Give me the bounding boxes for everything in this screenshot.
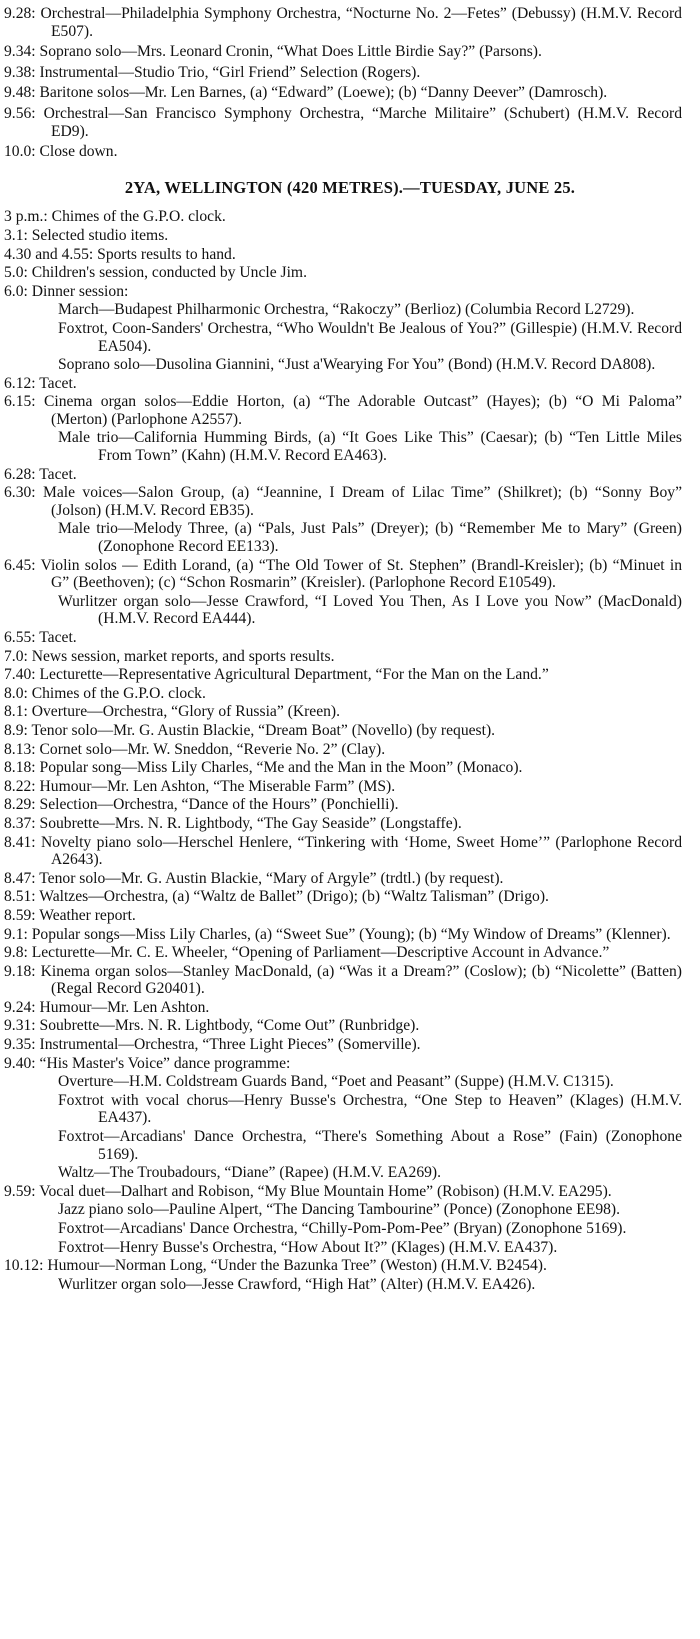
programme-item bbox=[4, 703, 682, 721]
item-time: 8.0: bbox=[4, 684, 28, 702]
item-time: 9.1: bbox=[4, 925, 28, 943]
item-text: Vocal duet—Dalhart and Robison, “My Blue Mountain Home” (Robison) (H.M.V. EA295). bbox=[39, 1182, 612, 1200]
item-text: Tenor solo—Mr. G. Austin Blackie, “Mary of Argyle” (trdtl.) (by request). bbox=[39, 869, 504, 887]
programme-item bbox=[4, 484, 682, 519]
item-text: Instrumental—Studio Trio, “Girl Friend” Selection (Rogers). bbox=[39, 63, 421, 81]
item-text: Foxtrot with vocal chorus—Henry Busse's Orchestra, “One Step to Heaven” (Klages) (H.M.V. EA437). bbox=[58, 1091, 682, 1127]
item-time: 8.29: bbox=[4, 796, 36, 814]
item-text: Baritone solos—Mr. Len Barnes, (a) “Edward” (Loewe); (b) “Danny Deever” (Damrosch). bbox=[39, 84, 608, 102]
item-time: 9.31: bbox=[4, 1017, 36, 1035]
programme-item bbox=[4, 1055, 682, 1073]
item-time: 8.13: bbox=[4, 740, 36, 758]
programme-item bbox=[4, 648, 682, 666]
programme-item bbox=[4, 375, 682, 393]
item-text: Chimes of the G.P.O. clock. bbox=[31, 684, 206, 702]
item-text: Soprano solo—Mrs. Leonard Cronin, “What Does Little Birdie Say?” (Parsons). bbox=[39, 43, 542, 61]
item-text: Orchestral—Philadelphia Symphony Orchestra, “Nocturne No. 2—Fetes” (Debussy) (H.M.V. Record E507). bbox=[40, 5, 682, 40]
programme-item bbox=[4, 834, 682, 869]
item-text: Selection—Orchestra, “Dance of the Hours” (Ponchielli). bbox=[39, 796, 399, 814]
item-text: Cornet solo—Mr. W. Sneddon, “Reverie No. 2” (Clay). bbox=[39, 740, 386, 758]
item-text: Popular songs—Miss Lily Charles, (a) “Sweet Sue” (Young); (b) “My Window of Dreams” (Klenner). bbox=[31, 925, 671, 943]
item-text: Soubrette—Mrs. N. R. Lightbody, “Come Out” (Runbridge). bbox=[39, 1017, 420, 1035]
item-time: 9.59: bbox=[4, 1182, 36, 1200]
programme-item bbox=[4, 84, 682, 102]
item-time: 9.28: bbox=[4, 5, 36, 22]
item-time: 6.28: bbox=[4, 465, 36, 483]
item-text: Overture—H.M. Coldstream Guards Band, “Poet and Peasant” (Suppe) (H.M.V. C1315). bbox=[58, 1073, 614, 1091]
item-text: Lecturette—Mr. C. E. Wheeler, “Opening of Parliament—Descriptive Account in Advance.” bbox=[31, 944, 610, 962]
item-text: Foxtrot—Arcadians' Dance Orchestra, “There's Something About a Rose” (Fain) (Zonophone 5169). bbox=[58, 1128, 682, 1163]
programme-sub-item bbox=[4, 1239, 682, 1257]
previous-station-listing bbox=[4, 5, 682, 161]
item-text: Humour—Mr. Len Ashton. bbox=[39, 998, 210, 1016]
item-text: Tenor solo—Mr. G. Austin Blackie, “Dream Boat” (Novello) (by request). bbox=[31, 721, 496, 739]
item-text: Popular song—Miss Lily Charles, “Me and the Man in the Moon” (Monaco). bbox=[39, 759, 523, 777]
programme-sub-item bbox=[4, 1201, 682, 1219]
programme-item bbox=[4, 105, 682, 140]
item-text: Instrumental—Orchestra, “Three Light Pieces” (Somerville). bbox=[39, 1036, 421, 1054]
item-text: Orchestral—San Francisco Symphony Orchestra, “Marche Militaire” (Schubert) (H.M.V. Record ED9). bbox=[43, 104, 683, 140]
item-time: 8.9: bbox=[4, 721, 28, 739]
programme-sub-item bbox=[4, 1276, 682, 1294]
programme-item bbox=[4, 64, 682, 82]
programme-item bbox=[4, 778, 682, 796]
programme-item bbox=[4, 926, 682, 944]
programme-item bbox=[4, 208, 682, 226]
item-text: Chimes of the G.P.O. clock. bbox=[51, 208, 226, 226]
item-time: 6.55: bbox=[4, 629, 36, 646]
programme-sub-item bbox=[4, 320, 682, 355]
programme-item bbox=[4, 759, 682, 777]
item-text: Dinner session: bbox=[31, 282, 129, 300]
item-text: Tacet. bbox=[39, 374, 77, 392]
programme-item bbox=[4, 557, 682, 592]
item-time: 6.12: bbox=[4, 374, 36, 392]
item-time: 8.59: bbox=[4, 906, 36, 924]
programme-sub-item bbox=[4, 356, 682, 374]
item-text: News session, market reports, and sports results. bbox=[31, 647, 335, 665]
item-text: Male trio—California Humming Birds, (a) “It Goes Like This” (Caesar); (b) “Ten Little Miles From Town” (Kahn) (H.M.V. Record EA463). bbox=[58, 429, 682, 465]
item-text: Soubrette—Mrs. N. R. Lightbody, “The Gay Seaside” (Longstaffe). bbox=[39, 814, 462, 832]
programme-item bbox=[4, 1257, 682, 1275]
item-text: Lecturette—Representative Agricultural Department, “For the Man on the Land.” bbox=[39, 666, 549, 684]
item-text: Waltz—The Troubadours, “Diane” (Rapee) (H.M.V. EA269). bbox=[58, 1164, 442, 1182]
item-time: 8.22: bbox=[4, 777, 36, 795]
item-text: Soprano solo—Dusolina Giannini, “Just a'Wearying For You” (Bond) (H.M.V. Record DA808). bbox=[58, 356, 656, 374]
item-time: 9.24: bbox=[4, 998, 36, 1016]
item-text: March—Budapest Philharmonic Orchestra, “Rakoczy” (Berlioz) (Columbia Record L2729). bbox=[58, 301, 635, 319]
item-time: 9.18: bbox=[4, 962, 36, 980]
programme-item bbox=[4, 227, 682, 245]
programme-item bbox=[4, 466, 682, 484]
station-heading: 2YA, WELLINGTON (420 METRES).—TUESDAY, JUNE 25. bbox=[124, 177, 576, 197]
programme-item bbox=[4, 888, 682, 906]
item-time: 8.1: bbox=[4, 703, 28, 721]
item-text: Foxtrot, Coon-Sanders' Orchestra, “Who Wouldn't Be Jealous of You?” (Gillespie) (H.M.V. Record EA504). bbox=[58, 319, 682, 355]
programme-item bbox=[4, 246, 682, 264]
programme-sub-item bbox=[4, 520, 682, 555]
item-time: 9.34: bbox=[4, 43, 36, 61]
programme-item bbox=[4, 5, 682, 40]
item-text: Male trio—Melody Three, (a) “Pals, Just Pals” (Dreyer); (b) “Remember Me to Mary” (Green) (Zonophone Record EE133). bbox=[58, 520, 682, 556]
programme-sub-item bbox=[4, 1128, 682, 1163]
programme-sub-item bbox=[4, 1073, 682, 1091]
item-time: 10.0: bbox=[4, 143, 36, 161]
item-time: 7.40: bbox=[4, 666, 36, 684]
item-text: Close down. bbox=[39, 143, 118, 161]
item-time: 3.1: bbox=[4, 226, 28, 244]
programme-item bbox=[4, 143, 682, 161]
item-text: Wurlitzer organ solo—Jesse Crawford, “High Hat” (Alter) (H.M.V. EA426). bbox=[58, 1275, 536, 1293]
item-text: Jazz piano solo—Pauline Alpert, “The Dancing Tambourine” (Ponce) (Zonophone EE98). bbox=[58, 1201, 620, 1219]
programme-item bbox=[4, 870, 682, 888]
item-time: 4.30 and 4.55: bbox=[4, 245, 94, 263]
programme-item bbox=[4, 666, 682, 684]
programme-item bbox=[4, 815, 682, 833]
item-time: 6.30: bbox=[4, 484, 36, 502]
programme-sub-item bbox=[4, 301, 682, 319]
programme-item bbox=[4, 907, 682, 925]
item-time: 10.12: bbox=[4, 1257, 44, 1275]
item-text: Kinema organ solos—Stanley MacDonald, (a) “Was it a Dream?” (Coslow); (b) “Nicolette” (Batten) (Regal Record G20401). bbox=[40, 962, 682, 998]
item-text: Male voices—Salon Group, (a) “Jeannine, I Dream of Lilac Time” (Shilkret); (b) “Sonny Boy” (Jolson) (H.M.V. Record EB35). bbox=[43, 484, 682, 519]
item-text: Foxtrot—Henry Busse's Orchestra, “How About It?” (Klages) (H.M.V. EA437). bbox=[58, 1238, 558, 1256]
item-time: 8.47: bbox=[4, 869, 36, 887]
item-text: Waltzes—Orchestra, (a) “Waltz de Ballet” (Drigo); (b) “Waltz Talisman” (Drigo). bbox=[39, 888, 549, 906]
programme-item bbox=[4, 999, 682, 1017]
programme-sub-item bbox=[4, 1092, 682, 1127]
item-time: 6.0: bbox=[4, 282, 28, 300]
item-text: Weather report. bbox=[39, 906, 136, 924]
programme-item bbox=[4, 963, 682, 998]
item-time: 9.56: bbox=[4, 104, 36, 122]
programme-listing bbox=[4, 208, 682, 1293]
item-text: Tacet. bbox=[39, 465, 77, 483]
item-text: Sports results to hand. bbox=[97, 245, 236, 263]
item-text: Selected studio items. bbox=[31, 226, 169, 244]
programme-item bbox=[4, 722, 682, 740]
item-text: Cinema organ solos—Eddie Horton, (a) “The Adorable Outcast” (Hayes); (b) “O Mi Paloma” (Merton) (Parlophone A2557). bbox=[43, 393, 682, 428]
programme-sub-item bbox=[4, 429, 682, 464]
programme-sub-item bbox=[4, 1220, 682, 1238]
item-time: 9.40: bbox=[4, 1054, 36, 1072]
programme-item bbox=[4, 796, 682, 814]
item-time: 8.37: bbox=[4, 814, 36, 832]
item-text: Children's session, conducted by Uncle Jim. bbox=[31, 264, 307, 282]
item-time: 9.35: bbox=[4, 1036, 36, 1054]
programme-item bbox=[4, 393, 682, 428]
item-time: 8.41: bbox=[4, 833, 36, 851]
programme-sub-item bbox=[4, 1164, 682, 1182]
programme-item bbox=[4, 43, 682, 61]
item-time: 7.0: bbox=[4, 647, 28, 665]
item-time: 5.0: bbox=[4, 264, 28, 282]
item-time: 8.18: bbox=[4, 759, 36, 777]
programme-item bbox=[4, 283, 682, 301]
programme-item bbox=[4, 264, 682, 282]
item-time: 9.48: bbox=[4, 84, 36, 102]
item-text: “His Master's Voice” dance programme: bbox=[39, 1054, 291, 1072]
item-text: Tacet. bbox=[39, 629, 77, 646]
item-text: Violin solos — Edith Lorand, (a) “The Old Tower of St. Stephen” (Brandl-Kreisler); (b) “Minuet in G” (Beethoven); (c) “Schon Rosmarin” (Kreisler). (Parlophone Record E10549). bbox=[40, 556, 683, 592]
item-time: 6.15: bbox=[4, 393, 36, 411]
item-time: 6.45: bbox=[4, 556, 36, 574]
item-time: 9.38: bbox=[4, 63, 36, 81]
item-text: Humour—Mr. Len Ashton, “The Miserable Farm” (MS). bbox=[39, 777, 396, 795]
item-text: Novelty piano solo—Herschel Henlere, “Tinkering with ‘Home, Sweet Home’” (Parlophone Record A2643). bbox=[40, 833, 682, 869]
programme-item bbox=[4, 1183, 682, 1201]
item-text: Humour—Norman Long, “Under the Bazunka Tree” (Weston) (H.M.V. B2454). bbox=[47, 1257, 547, 1275]
item-time: 3 p.m.: bbox=[4, 208, 48, 226]
item-time: 9.8: bbox=[4, 944, 28, 962]
programme-item bbox=[4, 944, 682, 962]
programme-item bbox=[4, 629, 682, 647]
programme-item bbox=[4, 1036, 682, 1054]
programme-item bbox=[4, 741, 682, 759]
item-text: Wurlitzer organ solo—Jesse Crawford, “I Loved You Then, As I Love you Now” (MacDonald) (H.M.V. Record EA444). bbox=[58, 592, 682, 628]
programme-sub-item bbox=[4, 593, 682, 628]
programme-item bbox=[4, 685, 682, 703]
item-text: Foxtrot—Arcadians' Dance Orchestra, “Chilly-Pom-Pom-Pee” (Bryan) (Zonophone 5169). bbox=[58, 1220, 627, 1237]
item-text: Overture—Orchestra, “Glory of Russia” (Kreen). bbox=[31, 703, 341, 721]
item-time: 8.51: bbox=[4, 888, 36, 906]
programme-item bbox=[4, 1017, 682, 1035]
